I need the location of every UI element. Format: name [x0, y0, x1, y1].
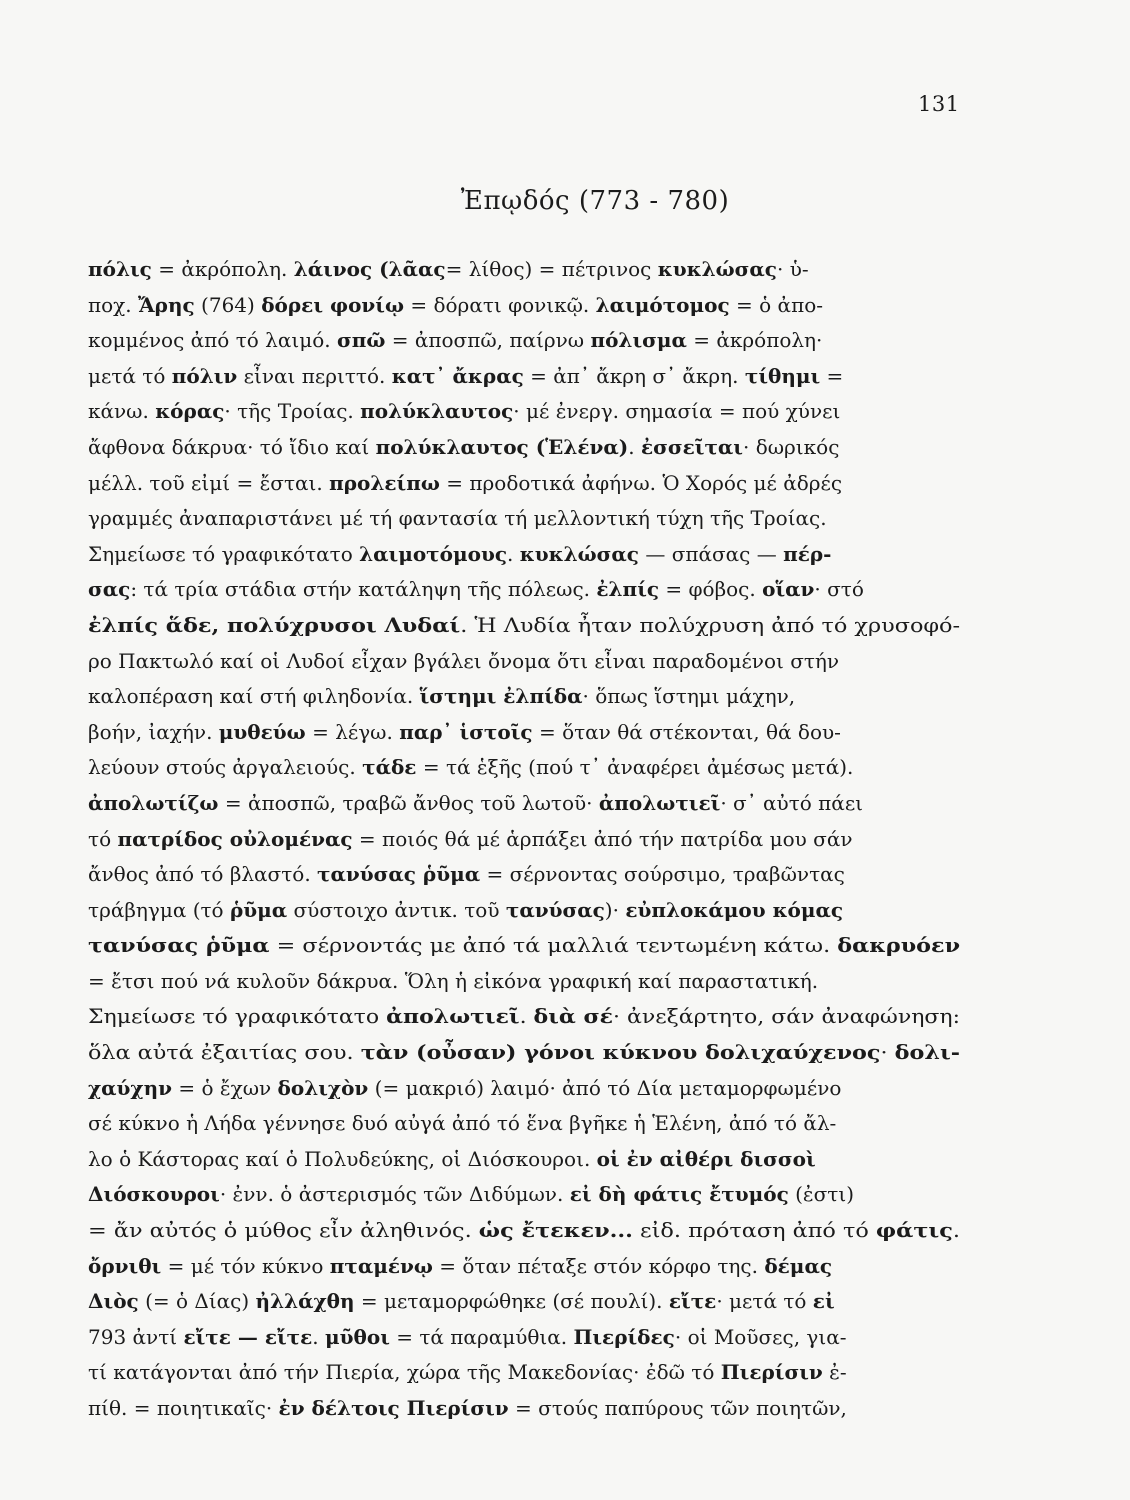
gloss-text: · τῆς Τροίας. [224, 399, 361, 424]
gloss-text: κομμένος ἀπό τό λαιμό. [88, 328, 337, 353]
gloss-text: · ὅπως ἵστημι μάχην, [582, 684, 796, 709]
commentary-line [88, 430, 960, 466]
gloss-text: · δωρικός [742, 434, 840, 459]
lemma-term: πταμένῳ [329, 1253, 433, 1278]
lemma-term: τανύσας ῥῦμα [88, 933, 270, 958]
commentary-line [88, 857, 960, 893]
gloss-text: 793 ἀντί [88, 1324, 184, 1349]
lemma-term: λαιμότομος [595, 292, 730, 317]
gloss-text: = τά ἑξῆς (πού τ᾽ ἀναφέρει ἀμέσως μετά). [416, 755, 854, 780]
lemma-term: λάινος (λᾶας [293, 257, 446, 281]
commentary-line [88, 786, 960, 822]
gloss-text: μετά τό [88, 363, 172, 388]
lemma-term: ῥῦμα [229, 897, 288, 922]
gloss-text: = [820, 363, 844, 388]
gloss-text: Σημείωσε τό γραφικότατο [88, 1004, 387, 1029]
lemma-term: εἰ δὴ φάτις ἔτυμός [569, 1182, 789, 1207]
commentary-line [88, 608, 1062, 644]
lemma-term: πολύκλαυτος [360, 399, 514, 424]
commentary-line [88, 1071, 960, 1107]
gloss-text: εἰδ. πρόταση ἀπό τό [632, 1218, 876, 1243]
gloss-text: = λίθος) = πέτρινος [445, 257, 658, 281]
commentary-line [88, 288, 960, 324]
commentary-line [88, 1249, 960, 1285]
commentary-line [88, 394, 960, 430]
lemma-term: προλείπω [329, 470, 440, 495]
lemma-term: ἀπολωτιεῖ [386, 1004, 520, 1029]
gloss-text: · σ᾽ αὐτό πάει [720, 790, 864, 815]
lemma-term: ὡς ἔτεκεν... [478, 1218, 633, 1243]
lemma-term: πόλις [88, 257, 152, 281]
lemma-term: τίθημι [744, 363, 821, 388]
page-number: 131 [918, 92, 960, 116]
gloss-text: μέλλ. τοῦ εἰμί = ἔσται. [88, 470, 330, 495]
lemma-term: λαιμοτόμους [359, 541, 508, 566]
lemma-term: σας [88, 577, 131, 602]
gloss-text: . Ἡ Λυδία ἦταν πολύχρυση ἀπό τό χρυσοφό- [460, 612, 961, 637]
gloss-text: ὅλα αὐτά ἐξαιτίας σου. [88, 1040, 361, 1065]
gloss-text: (= μακριό) λαιμό· ἀπό τό Δία μεταμορφωμένο [368, 1075, 842, 1100]
gloss-text: = δόρατι φονικῷ. [404, 292, 596, 317]
gloss-text: . [519, 1004, 534, 1029]
gloss-text: · μέ ἐνεργ. σημασία = πού χύνει [513, 399, 841, 424]
lemma-term: πολύκλαυτος (Ἑλένα) [375, 434, 629, 459]
lemma-term: οἱ ἐν αἰθέρι δισσοὶ [596, 1146, 816, 1171]
lemma-term: πέρ- [783, 541, 832, 566]
gloss-text: ποχ. [88, 292, 139, 317]
gloss-text: σέ κύκνο ἡ Λήδα γέννησε δυό αὐγά ἀπό τό ἕνα βγῆκε ἡ Ἑλένη, ἀπό τό ἄλ- [88, 1111, 837, 1136]
gloss-text: . [952, 1218, 960, 1243]
gloss-text: . [507, 541, 520, 566]
commentary-line [88, 466, 960, 502]
gloss-text: . [628, 434, 641, 459]
commentary-line [88, 1035, 1059, 1071]
gloss-text: λο ὁ Κάστορας καί ὁ Πολυδεύκης, οἱ Διόσκουροι. [88, 1146, 597, 1171]
gloss-text: = σέρνοντας σούρσιμο, τραβῶντας [480, 862, 845, 887]
gloss-text: = ἀποσπῶ, τραβῶ ἄνθος τοῦ λωτοῦ· [218, 790, 599, 815]
lemma-term: ἐσσεῖται [640, 434, 743, 459]
gloss-text: Σημείωσε τό γραφικότατο [88, 541, 360, 566]
commentary-line [88, 928, 1059, 964]
gloss-text: = φόβος. [659, 577, 763, 602]
commentary-line [88, 323, 960, 359]
commentary-text [88, 252, 960, 1427]
gloss-text: = ὅταν πέταξε στόν κόρφο της. [432, 1253, 765, 1278]
commentary-line [88, 822, 960, 858]
gloss-text: σύστοιχο ἀντικ. τοῦ [287, 897, 506, 922]
lemma-term: δολι- [894, 1040, 961, 1065]
commentary-line [88, 1142, 960, 1178]
gloss-text: εἶναι περιττό. [237, 363, 392, 388]
gloss-text: = στούς παπύρους τῶν ποιητῶν, [508, 1396, 847, 1420]
gloss-text: = λέγω. [305, 719, 400, 744]
section-title-text: Ἐπῳδός (773 - 780) [460, 186, 730, 216]
gloss-text: = μέ τόν κύκνο [161, 1253, 330, 1278]
lemma-term: πόλισμα [590, 328, 687, 353]
gloss-text: · ἀνεξάρτητο, σάν ἀναφώνηση: [613, 1004, 960, 1029]
lemma-term: φάτις [875, 1218, 953, 1243]
gloss-text: = ἀποσπῶ, παίρνω [385, 328, 591, 353]
gloss-text: · ὑ- [776, 257, 809, 281]
gloss-text: καλοπέραση καί στή φιληδονία. [88, 684, 420, 709]
commentary-line [88, 715, 960, 751]
gloss-text: κάνω. [88, 399, 156, 424]
gloss-text: — σπάσας — [638, 541, 784, 566]
commentary-line [88, 1177, 960, 1213]
lemma-term: μῦθοι [325, 1324, 390, 1349]
gloss-text: = ὁ ἔχων [172, 1075, 278, 1100]
lemma-term: Ἄρης [138, 292, 195, 317]
lemma-term: ἵστημι ἐλπίδα [419, 684, 583, 709]
lemma-term: Πιερίσιν [720, 1360, 823, 1385]
gloss-text: = μεταμορφώθηκε (σέ πουλί). [354, 1289, 669, 1314]
lemma-term: τανύσας ῥῦμα [317, 862, 481, 887]
gloss-text: ρο Πακτωλό καί οἱ Λυδοί εἶχαν βγάλει ὄνομα ὅτι εἶναι παραδομένοι στήν [88, 648, 840, 673]
commentary-line [88, 964, 960, 1000]
lemma-term: κυκλώσας [657, 257, 777, 281]
commentary-line [88, 679, 960, 715]
gloss-text: πίθ. = ποιητικαῖς· [88, 1396, 279, 1420]
commentary-line [88, 572, 960, 608]
gloss-text: · οἱ Μοῦσες, για- [674, 1324, 847, 1349]
gloss-text: = προδοτικά ἀφήνω. Ὁ Χορός μέ ἀδρές [439, 470, 843, 495]
gloss-text: · [880, 1040, 895, 1065]
lemma-term: κόρας [155, 399, 225, 424]
gloss-text: · ἐνν. ὁ ἀστερισμός τῶν Διδύμων. [219, 1182, 570, 1207]
gloss-text: τί κατάγονται ἀπό τήν Πιερία, χώρα τῆς Μακεδονίας· ἐδῶ τό [88, 1360, 721, 1385]
lemma-term: ἐν δέλτοις Πιερίσιν [278, 1396, 509, 1420]
gloss-text: )· [604, 897, 626, 922]
lemma-term: τάδε [362, 755, 417, 780]
commentary-line [88, 1213, 1063, 1249]
lemma-term: κυκλώσας [519, 541, 639, 566]
commentary-line [88, 252, 960, 288]
lemma-term: πόλιν [171, 363, 238, 388]
lemma-term: Πιερίδες [573, 1324, 675, 1349]
gloss-text: (764) [194, 292, 262, 317]
lemma-term: ἀπολωτιεῖ [598, 790, 721, 815]
lemma-term: Διὸς [88, 1289, 139, 1314]
commentary-line [88, 537, 960, 573]
commentary-line [88, 644, 960, 680]
section-title [0, 186, 1130, 216]
lemma-term: ὄρνιθι [88, 1253, 162, 1278]
commentary-line [88, 1320, 960, 1356]
lemma-term: εὐπλοκάμου κόμας [625, 897, 844, 922]
lemma-term: πατρίδος οὐλομένας [117, 826, 353, 851]
lemma-term: εἴτε [668, 1289, 717, 1314]
gloss-text: = ἄν αὐτός ὁ μύθος εἶν ἀληθινός. [88, 1218, 479, 1243]
commentary-line [88, 1284, 960, 1320]
lemma-term: μυθεύω [218, 719, 306, 744]
lemma-term: δέμας [764, 1253, 833, 1278]
lemma-term: παρ᾽ ἱστοῖς [399, 719, 533, 744]
lemma-term: χαύχην [88, 1075, 172, 1100]
gloss-text: · μετά τό [716, 1289, 813, 1314]
lemma-term: τὰν (οὖσαν) γόνοι κύκνου δολιχαύχενος [360, 1040, 881, 1065]
gloss-text: = ὅταν θά στέκονται, θά δου- [532, 719, 841, 744]
lemma-term: διὰ σέ [533, 1004, 614, 1029]
gloss-text: = ἀκρόπολη. [151, 257, 294, 281]
gloss-text: τράβηγμα (τό [88, 897, 230, 922]
gloss-text: = σέρνοντάς με ἀπό τά μαλλιά τεντωμένη κάτω. [269, 933, 838, 958]
commentary-line [88, 999, 1047, 1035]
gloss-text: λεύουν στούς ἀργαλειούς. [88, 755, 363, 780]
lemma-term: οἵαν [762, 577, 815, 602]
lemma-term: εἴτε — εἴτε [183, 1324, 313, 1349]
lemma-term: δολιχὸν [277, 1075, 369, 1100]
commentary-line [88, 1106, 960, 1142]
gloss-text: = ἀκρόπολη· [686, 328, 823, 353]
lemma-term: δόρει φονίῳ [261, 292, 404, 317]
lemma-term: ἠλλάχθη [255, 1289, 355, 1314]
gloss-text: βοήν, ἰαχήν. [88, 719, 219, 744]
commentary-line [88, 893, 960, 929]
commentary-line [88, 1391, 960, 1427]
gloss-text: = ὁ ἀπο- [729, 292, 824, 317]
gloss-text: (= ὁ Δίας) [138, 1289, 256, 1314]
lemma-term: ἐλπίς ἅδε, πολύχρυσοι Λυδαί [88, 612, 461, 637]
gloss-text: . [312, 1324, 326, 1349]
lemma-term: δακρυόεν [837, 933, 961, 958]
gloss-text: τό [88, 826, 118, 851]
gloss-text: (ἐστι) [788, 1182, 855, 1207]
gloss-text: ἄφθονα δάκρυα· τό ἴδιο καί [88, 434, 376, 459]
gloss-text: : τά τρία στάδια στήν κατάληψη τῆς πόλεως. [130, 577, 597, 602]
lemma-term: ἀπολωτίζω [88, 790, 219, 815]
gloss-text: = τά παραμύθια. [389, 1324, 574, 1349]
commentary-line [88, 359, 960, 395]
gloss-text: = ποιός θά μέ ἁρπάξει ἀπό τήν πατρίδα μου σάν [352, 826, 853, 851]
commentary-line [88, 501, 960, 537]
lemma-term: τανύσας [505, 897, 605, 922]
lemma-term: κατ᾽ ἄκρας [391, 363, 524, 388]
gloss-text: γραμμές ἀναπαριστάνει μέ τή φαντασία τή μελλοντική τύχη τῆς Τροίας. [88, 506, 827, 531]
lemma-term: Διόσκουροι [88, 1182, 220, 1207]
gloss-text: · στό [814, 577, 864, 602]
commentary-line [88, 750, 960, 786]
gloss-text: = ἔτσι πού νά κυλοῦν δάκρυα. Ὅλη ἡ εἰκόνα γραφική καί παραστατική. [88, 968, 819, 993]
lemma-term: εἰ [812, 1289, 835, 1314]
lemma-term: σπῶ [336, 328, 386, 353]
gloss-text: ἐ- [822, 1360, 847, 1385]
commentary-line [88, 1355, 960, 1391]
lemma-term: ἐλπίς [596, 577, 660, 602]
gloss-text: = ἀπ᾽ ἄκρη σ᾽ ἄκρη. [523, 363, 745, 388]
gloss-text: ἄνθος ἀπό τό βλαστό. [88, 862, 318, 887]
